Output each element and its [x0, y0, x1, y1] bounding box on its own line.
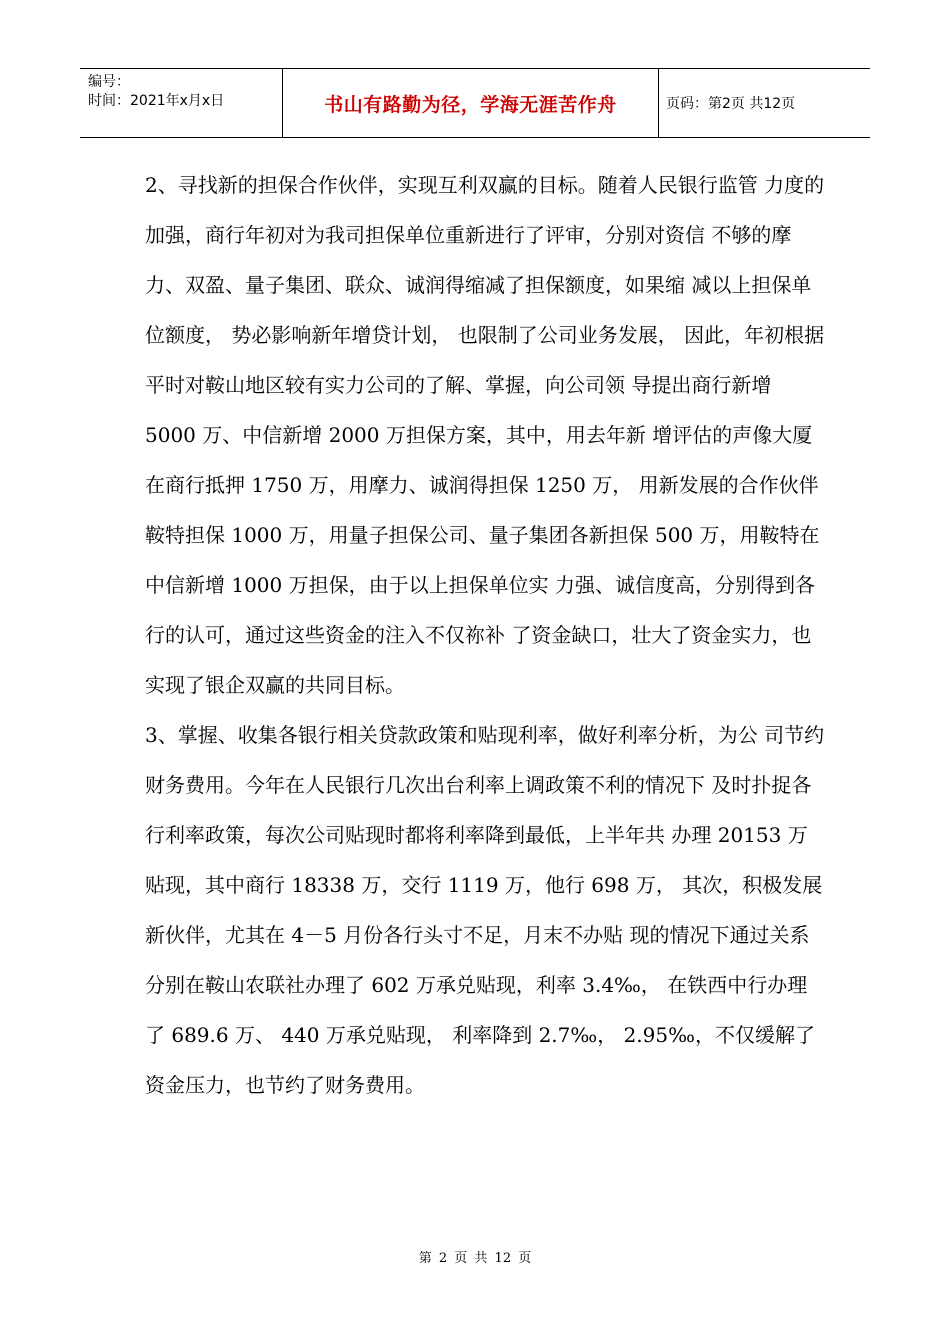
page-header — [80, 68, 870, 138]
paragraph-guarantee-partners: 2、寻找新的担保合作伙伴，实现互利双赢的目标。随着人民银行监管 力度的加强，商行年初对为我司担保单位重新进行了评审，分别对资信 不够的摩力、双盈、量子集团、联众、诚润得缩减了担保额度，如果缩 减以上担保单位额度， 势必影响新年增贷计划， 也限制了公司业务发展， 因此，年初根据平时对鞍山地区较有实力公司的了解、掌握，向公司领 导提出商行新增 5000 万、中信新增 2000 万担保方案，其中，用去年新 增评估的声像大厦在商行抵押 1750 万，用摩力、诚润得担保 1250 万， 用新发展的合作伙伴鞍特担保 1000 万，用量子担保公司、量子集团各新担保 500 万，用鞍特在中信新增 1000 万担保，由于以上担保单位实 力强、诚信度高，分别得到各行的认可，通过这些资金的注入不仅祢补 了资金缺口，壮大了资金实力，也实现了银企双赢的共同目标。 — [145, 173, 825, 697]
header-page-info: 页码：第2页 共12页 — [666, 96, 796, 112]
date-label: 时间：2021年x月x日 — [88, 93, 225, 109]
header-motto: 书山有路勤为径，学海无涯苦作舟 — [283, 69, 659, 137]
document-body — [145, 160, 825, 1110]
paragraph-discount-rates: 3、掌握、收集各银行相关贷款政策和贴现利率，做好利率分析，为公 司节约财务费用。今年在人民银行几次出台利率上调政策不利的情况下 及时扑捉各行利率政策，每次公司贴现时都将利率降到最低，上半年共 办理 20153 万贴现，其中商行 18338 万，交行 1119 万，他行 698 万， 其次，积极发展新伙伴，尤其在 4－5 月份各行头寸不足，月末不办贴 现的情况下通过关系分别在鞍山农联社办理了 602 万承兑贴现，利率 3.4‰， 在铁西中行办理了 689.6 万、 440 万承兑贴现， 利率降到 2.7‰， 2.95‰，不仅缓解了资金压力，也节约了财务费用。 — [145, 723, 825, 1097]
header-meta — [80, 69, 283, 137]
serial-number-label: 编号： — [88, 74, 130, 90]
page-footer: 第 2 页 共 12 页 — [418, 1251, 532, 1266]
